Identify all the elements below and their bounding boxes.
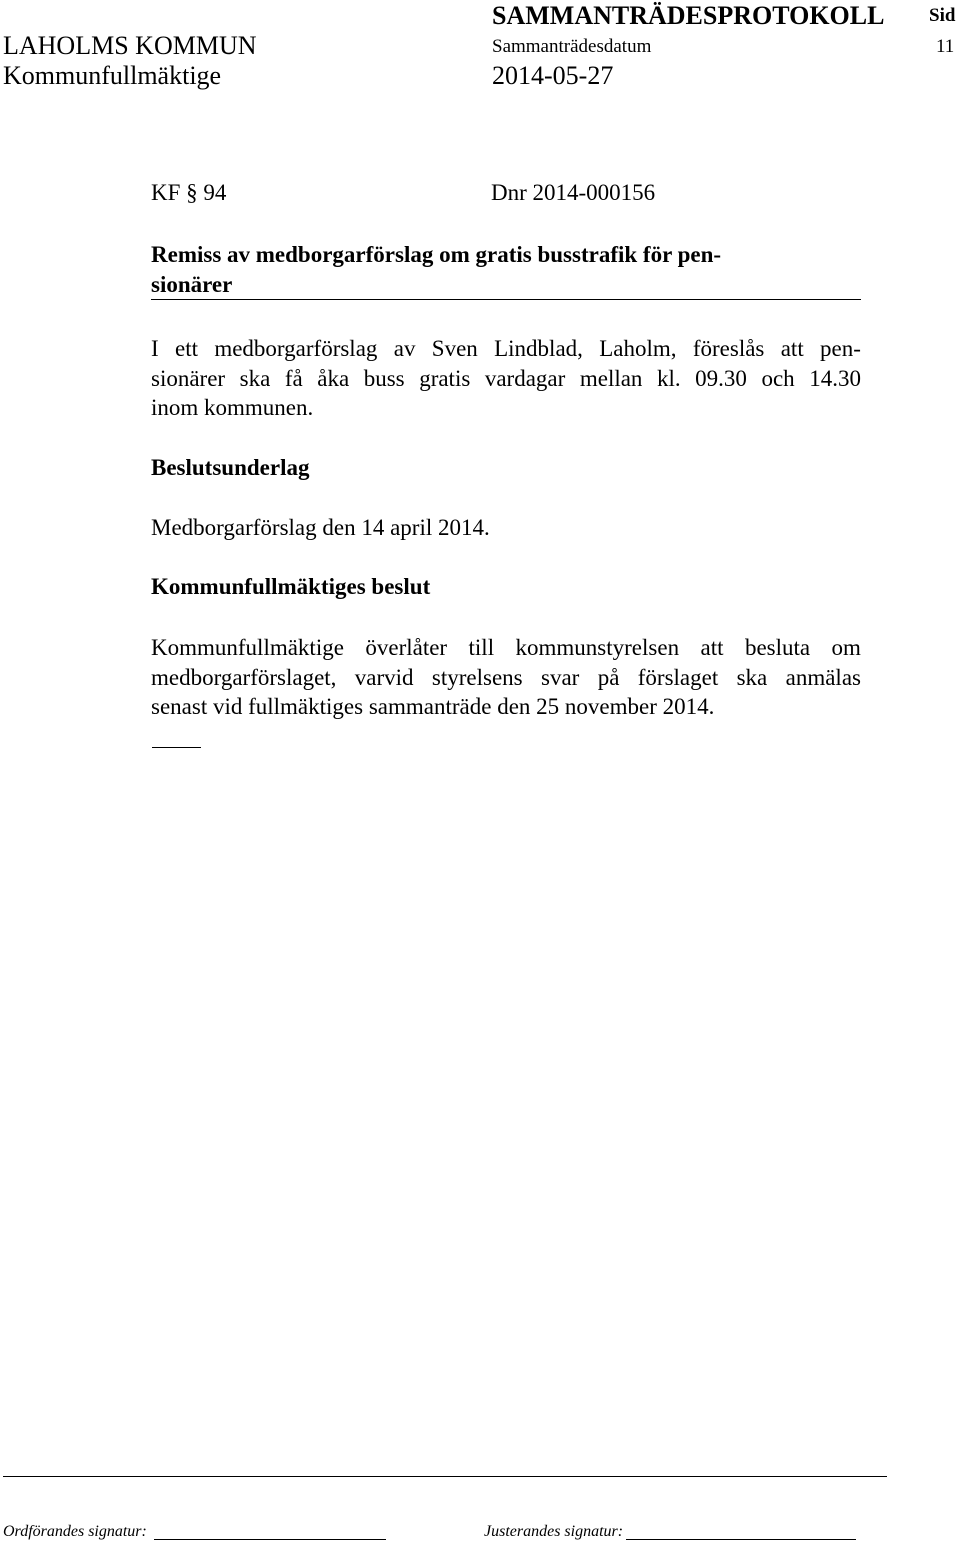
page-number: 11 — [936, 36, 955, 57]
intro-line — [151, 334, 861, 364]
chair-signature-label: Ordförandes signatur: — [3, 1523, 147, 1540]
intro-line — [151, 364, 861, 394]
basis-heading: Beslutsunderlag — [151, 455, 310, 480]
end-of-item-mark — [152, 747, 201, 748]
registration-number: Dnr 2014-000156 — [491, 180, 656, 205]
footer-rule — [3, 1476, 887, 1477]
decision-line — [151, 663, 861, 693]
basis-text: Medborgarförslag den 14 april 2014. — [151, 515, 490, 540]
decision-paragraph — [151, 633, 861, 722]
paragraph-number: KF § 94 — [151, 180, 227, 205]
assembly-name: Kommunfullmäktige — [3, 61, 222, 90]
decision-heading: Kommunfullmäktiges beslut — [151, 574, 431, 599]
decision-line — [151, 633, 861, 663]
intro-paragraph — [151, 334, 861, 423]
meeting-date: 2014-05-27 — [492, 61, 614, 90]
title-underline — [151, 299, 861, 300]
intro-line: inom kommunen. — [151, 395, 314, 421]
meeting-date-label: Sammanträdesdatum — [492, 36, 652, 57]
document-type: SAMMANTRÄDESPROTOKOLL — [492, 1, 885, 30]
adjuster-signature-line — [626, 1539, 856, 1540]
intro-line-text: I ett medborgarförslag av Sven Lindblad, Laholm, föreslås att pen- — [151, 336, 861, 361]
item-title-line-text: Remiss av medborgarförslag om gratis busstrafik för pen- — [151, 242, 722, 267]
decision-line-text: medborgarförslaget, varvid styrelsens svar på förslaget ska anmälas — [151, 664, 861, 690]
item-title — [151, 240, 861, 300]
item-title-line — [151, 240, 861, 270]
decision-line-text: Kommunfullmäktige överlåter till kommunstyrelsen att besluta om — [151, 635, 861, 660]
adjuster-signature-label: Justerandes signatur: — [484, 1523, 624, 1540]
organization-name: LAHOLMS KOMMUN — [3, 31, 257, 60]
decision-line: senast vid fullmäktiges sammanträde den 25 november 2014. — [151, 694, 715, 720]
item-title-line: sionärer — [151, 272, 233, 297]
page-label: Sid — [929, 5, 956, 26]
chair-signature-line — [154, 1539, 386, 1540]
intro-line-text: sionärer ska få åka buss gratis vardagar mellan kl. 09.30 och 14.30 — [151, 365, 861, 391]
